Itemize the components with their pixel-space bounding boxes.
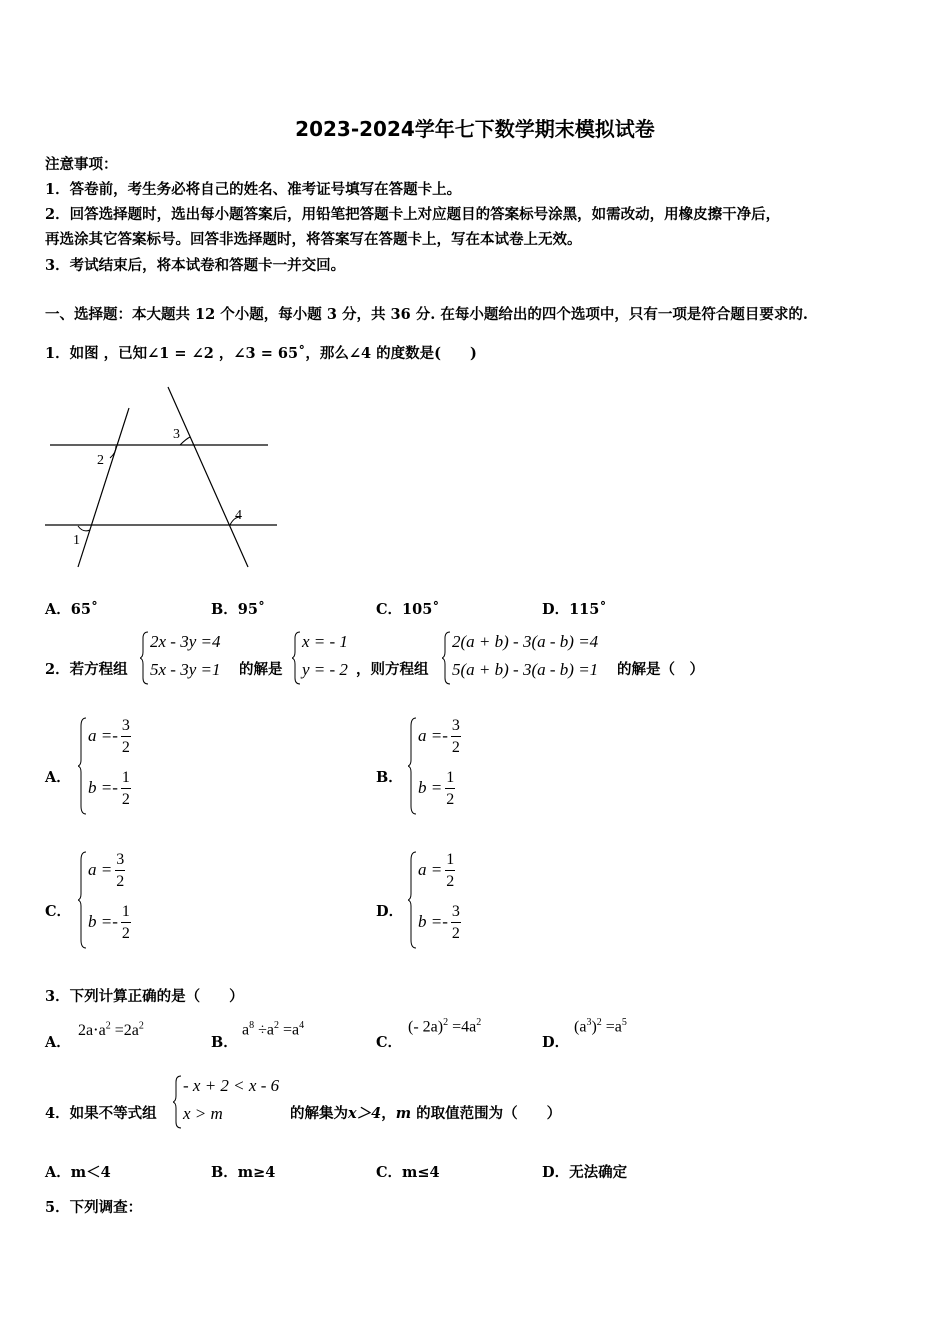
q2-text-4: 的解是（ ） bbox=[617, 661, 704, 678]
q2-option-b-label: B． bbox=[376, 769, 403, 786]
q4-option-b: B．m≥4 bbox=[211, 1164, 276, 1181]
q1-stem: 1．如图 ，已知∠1 = ∠2 ，∠3 = 65˚，那么∠4 的度数是( ) bbox=[45, 345, 477, 362]
q3-option-b-expr: $a^8 \div a^2 =a^4$ bbox=[242, 1020, 305, 1039]
q2-option-a-system: a =- $\frac{3}{2}$ b =- $\frac{1}{2}$ bbox=[78, 716, 168, 816]
q1-option-b: B．95˚ bbox=[211, 601, 266, 618]
q2-option-d-label: D． bbox=[376, 903, 404, 920]
q4-sys-ineq2: x > m bbox=[183, 1104, 223, 1123]
q2-system-2 bbox=[292, 630, 362, 686]
transversal-right bbox=[168, 387, 248, 567]
q2-sys1-eq1: 2x - 3y =4 bbox=[150, 632, 221, 651]
q4-text-1: 4．如果不等式组 bbox=[45, 1105, 157, 1122]
q2-option-c-system: a = $\frac{3}{2}$ b =- $\frac{1}{2}$ bbox=[78, 850, 168, 950]
q2-sys2-eq1: x = - 1 bbox=[302, 632, 348, 651]
angle-label-2: 2 bbox=[97, 453, 104, 468]
q4-option-a: A．m＜4 bbox=[45, 1164, 111, 1181]
q2-text-3: ，则方程组 bbox=[356, 661, 429, 678]
q2-option-a-label: A． bbox=[45, 769, 71, 786]
q4-system bbox=[173, 1074, 288, 1130]
q1-option-d: D．115˚ bbox=[542, 601, 607, 618]
angle-label-4: 4 bbox=[235, 508, 242, 523]
q3-stem: 3．下列计算正确的是（ ） bbox=[45, 988, 244, 1005]
note-3: 3．考试结束后，将本试卷和答题卡一并交回。 bbox=[45, 257, 346, 274]
q1-figure bbox=[40, 380, 285, 575]
q2-sys1-eq2: 5x - 3y =1 bbox=[150, 660, 221, 679]
q2-sys3-eq2: 5(a + b) - 3(a - b) =1 bbox=[452, 660, 599, 679]
q3-option-c-label: C． bbox=[376, 1034, 403, 1051]
q2-text-2: 的解是 bbox=[239, 661, 283, 678]
q4-option-d: D．无法确定 bbox=[542, 1164, 628, 1181]
q3-option-d-label: D． bbox=[542, 1034, 570, 1051]
transversal-left bbox=[78, 408, 129, 567]
q3-option-a-expr: $2a\cdot a^2 =2a^2$ bbox=[78, 1020, 144, 1039]
q3-option-a-label: A． bbox=[45, 1034, 71, 1051]
section-1-heading: 一、选择题：本大题共 12 个小题，每小题 3 分，共 36 分. 在每小题给出的四个选项中，只有一项是符合题目要求的. bbox=[45, 306, 808, 323]
note-2b: 再选涂其它答案标号。回答非选择题时，将答案写在答题卡上，写在本试卷上无效。 bbox=[45, 231, 582, 248]
q2-text-1: 2．若方程组 bbox=[45, 661, 128, 678]
note-1: 1．答卷前，考生务必将自己的姓名、准考证号填写在答题卡上。 bbox=[45, 181, 462, 198]
q4-text-2: 的解集为x＞4，m 的取值范围为（ ） bbox=[290, 1105, 562, 1122]
q2-option-c-label: C． bbox=[45, 903, 72, 920]
q2-option-b-system: a =- $\frac{3}{2}$ b = $\frac{1}{2}$ bbox=[408, 716, 498, 816]
q2-sys2-eq2: y = - 2 bbox=[302, 660, 348, 679]
q4-option-c: C．m≤4 bbox=[376, 1164, 440, 1181]
page-title: 2023-2024学年七下数学期末模拟试卷 bbox=[295, 117, 655, 141]
q2-system-3 bbox=[442, 630, 622, 686]
q2-option-d-system: a = $\frac{1}{2}$ b =- $\frac{3}{2}$ bbox=[408, 850, 498, 950]
q5-stem: 5．下列调查： bbox=[45, 1199, 143, 1216]
q1-option-a: A．65˚ bbox=[45, 601, 99, 618]
angle-label-3: 3 bbox=[173, 427, 180, 442]
q4-sys-ineq1: - x + 2 < x - 6 bbox=[183, 1076, 280, 1095]
angle-label-1: 1 bbox=[73, 533, 80, 548]
angle-arc-3 bbox=[180, 437, 190, 445]
q2-sys3-eq1: 2(a + b) - 3(a - b) =4 bbox=[452, 632, 599, 651]
q2-system-1 bbox=[140, 630, 240, 686]
angle-arc-1 bbox=[78, 526, 90, 531]
q1-option-c: C．105˚ bbox=[376, 601, 440, 618]
q3-option-d-expr: $(a^3)^2 =a^5$ bbox=[574, 1017, 627, 1036]
q3-option-c-expr: (- $2a)^2 =4a^2$ bbox=[408, 1017, 482, 1036]
q3-option-b-label: B． bbox=[211, 1034, 238, 1051]
note-2a: 2．回答选择题时，选出每小题答案后，用铅笔把答题卡上对应题目的答案标号涂黑，如需改动，用橡皮擦干净后， bbox=[45, 206, 781, 223]
notes-heading: 注意事项： bbox=[45, 156, 118, 173]
